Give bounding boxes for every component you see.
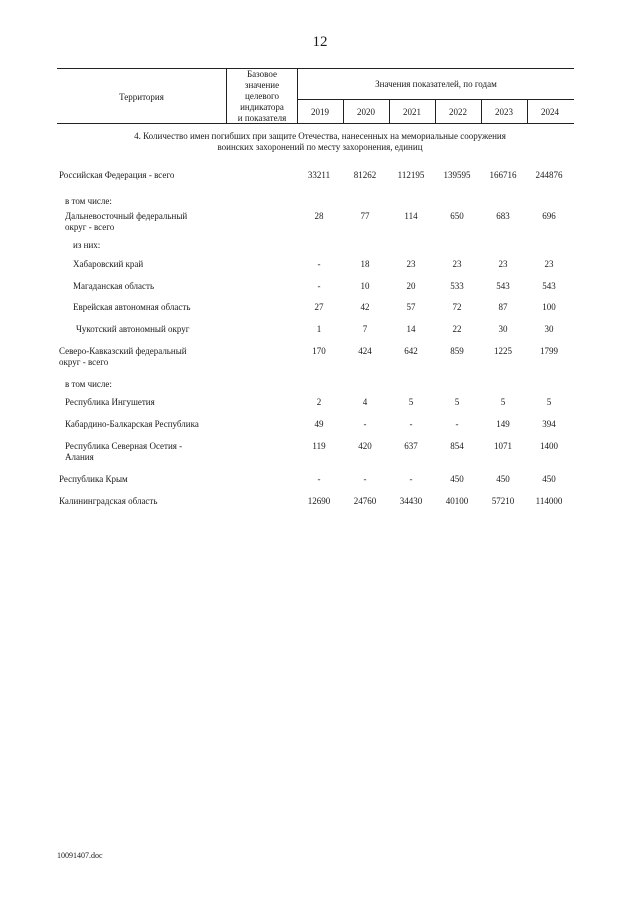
row-label (65, 211, 187, 233)
row-value-2023: 30 (498, 324, 508, 334)
row-label (73, 240, 100, 251)
row-value-2024: 394 (542, 419, 556, 429)
row-value-2024: 114000 (535, 496, 563, 506)
row-value-2019: - (317, 281, 321, 291)
row-value-2023: 450 (496, 474, 510, 484)
row-value-2020: 42 (360, 302, 370, 312)
row-label-line: Республика Ингушетия (65, 397, 155, 407)
divider-base-values (297, 68, 298, 123)
row-label-line: округ - всего (65, 222, 115, 232)
row-value-2019: 33211 (307, 170, 331, 180)
row-value-2020: 7 (362, 324, 368, 334)
row-value-2019: - (317, 259, 321, 269)
row-value-2022: 450 (450, 474, 464, 484)
row-label (73, 302, 190, 313)
row-value-2024: 100 (542, 302, 556, 312)
row-value-2020: - (363, 474, 367, 484)
row-label (73, 259, 143, 270)
row-value-2023: 166716 (489, 170, 517, 180)
row-value-2019: 119 (312, 441, 326, 451)
year-header: 2023 (495, 107, 513, 117)
header-base-line: значение (244, 80, 280, 90)
row-value-2022: 22 (452, 324, 462, 334)
row-value-2023: 1071 (494, 441, 512, 451)
year-header: 2024 (541, 107, 559, 117)
header-values-by-year: Значения показателей, по годам (375, 79, 497, 89)
row-label-line: Республика Северная Осетия - (65, 441, 183, 451)
row-value-2022: 23 (452, 259, 462, 269)
divider-year-4 (481, 99, 482, 123)
row-value-2019: - (317, 474, 321, 484)
row-label-line: Магаданская область (73, 281, 155, 291)
row-label-line: Дальневосточный федеральный (65, 211, 188, 221)
year-header: 2021 (403, 107, 421, 117)
section-title-line: 4. Количество имен погибших при защите Отечества, нанесенных на мемориальные сооружения (134, 131, 506, 141)
section-title-line: воинских захоронений по месту захоронения, единиц (217, 142, 423, 152)
row-value-2019: 28 (314, 211, 324, 221)
header-base-value (227, 69, 297, 124)
row-value-2024: 5 (546, 397, 552, 407)
row-value-2022: 854 (450, 441, 464, 451)
row-value-2021: 23 (406, 259, 416, 269)
row-label-line: Российская Федерация - всего (59, 170, 175, 180)
row-value-2021: 642 (404, 346, 418, 356)
divider-year-1 (343, 99, 344, 123)
row-value-2023: 543 (496, 281, 510, 291)
row-label (65, 441, 182, 463)
row-value-2020: 77 (360, 211, 370, 221)
table-top-rule (57, 68, 574, 69)
row-value-2022: 139595 (443, 170, 471, 180)
row-value-2020: 4 (362, 397, 368, 407)
row-value-2023: 149 (496, 419, 510, 429)
row-value-2021: - (409, 474, 413, 484)
row-label-line: Калининградская область (59, 496, 158, 506)
row-value-2019: 170 (312, 346, 326, 356)
row-value-2023: 683 (496, 211, 510, 221)
row-label-line: округ - всего (59, 357, 109, 367)
row-label (65, 379, 112, 390)
row-value-2022: 5 (454, 397, 460, 407)
row-value-2021: 637 (404, 441, 418, 451)
row-label-line: Хабаровский край (73, 259, 144, 269)
row-label (59, 474, 128, 485)
row-value-2020: 18 (360, 259, 370, 269)
row-label (76, 324, 190, 335)
section-title (110, 131, 530, 153)
row-value-2021: 57 (406, 302, 416, 312)
year-header: 2020 (357, 107, 375, 117)
row-value-2023: 23 (498, 259, 508, 269)
row-label (65, 196, 112, 207)
table-header-bottom-rule (57, 123, 574, 124)
row-value-2021: 112195 (397, 170, 425, 180)
row-value-2020: 420 (358, 441, 372, 451)
row-value-2021: 5 (408, 397, 414, 407)
row-value-2020: 424 (358, 346, 372, 356)
row-value-2022: - (455, 419, 459, 429)
row-value-2022: 650 (450, 211, 464, 221)
row-value-2019: 12690 (307, 496, 331, 506)
row-value-2023: 1225 (494, 346, 512, 356)
row-value-2024: 244876 (535, 170, 563, 180)
row-value-2020: 10 (360, 281, 370, 291)
row-value-2019: 1 (316, 324, 322, 334)
row-value-2019: 2 (316, 397, 322, 407)
header-base-line: индикатора (240, 102, 284, 112)
row-label-line: Северо-Кавказский федеральный (59, 346, 187, 356)
row-value-2023: 5 (500, 397, 506, 407)
divider-year-5 (527, 99, 528, 123)
divider-year-2 (389, 99, 390, 123)
row-value-2021: 14 (406, 324, 416, 334)
row-value-2019: 27 (314, 302, 324, 312)
row-label-line: в том числе: (65, 196, 112, 206)
row-value-2023: 87 (498, 302, 508, 312)
row-value-2022: 72 (452, 302, 462, 312)
row-value-2024: 23 (544, 259, 554, 269)
row-value-2023: 57210 (491, 496, 515, 506)
row-value-2019: 49 (314, 419, 324, 429)
row-value-2020: 24760 (353, 496, 377, 506)
year-header: 2019 (311, 107, 329, 117)
header-territory: Территория (119, 92, 164, 102)
row-value-2022: 859 (450, 346, 464, 356)
row-label-line: в том числе: (65, 379, 112, 389)
row-value-2021: 34430 (399, 496, 423, 506)
header-base-line: Базовое (247, 69, 277, 79)
row-value-2022: 40100 (445, 496, 469, 506)
header-base-line: целевого (245, 91, 279, 101)
row-label-line: из них: (73, 240, 101, 250)
row-label-line: Еврейская автономная область (73, 302, 191, 312)
row-label (65, 419, 199, 430)
row-value-2024: 1400 (540, 441, 558, 451)
year-header: 2022 (449, 107, 467, 117)
row-value-2020: 81262 (353, 170, 377, 180)
row-value-2020: - (363, 419, 367, 429)
row-value-2024: 450 (542, 474, 556, 484)
row-label-line: Алания (65, 452, 94, 462)
header-base-line: и показателя (237, 113, 287, 123)
row-label-line: Чукотский автономный округ (76, 324, 190, 334)
row-label (59, 170, 174, 181)
row-value-2021: 114 (404, 211, 418, 221)
row-label (59, 496, 157, 507)
row-label (65, 397, 155, 408)
row-value-2021: - (409, 419, 413, 429)
row-value-2022: 533 (450, 281, 464, 291)
row-value-2024: 543 (542, 281, 556, 291)
row-label (73, 281, 154, 292)
row-label-line: Кабардино-Балкарская Республика (65, 419, 199, 429)
row-value-2024: 30 (544, 324, 554, 334)
row-value-2024: 1799 (540, 346, 558, 356)
footer-filename: 10091407.doc (57, 851, 103, 860)
divider-year-3 (435, 99, 436, 123)
row-label (59, 346, 187, 368)
row-value-2021: 20 (406, 281, 416, 291)
row-label-line: Республика Крым (59, 474, 128, 484)
row-value-2024: 696 (542, 211, 556, 221)
page-number: 12 (312, 34, 328, 50)
